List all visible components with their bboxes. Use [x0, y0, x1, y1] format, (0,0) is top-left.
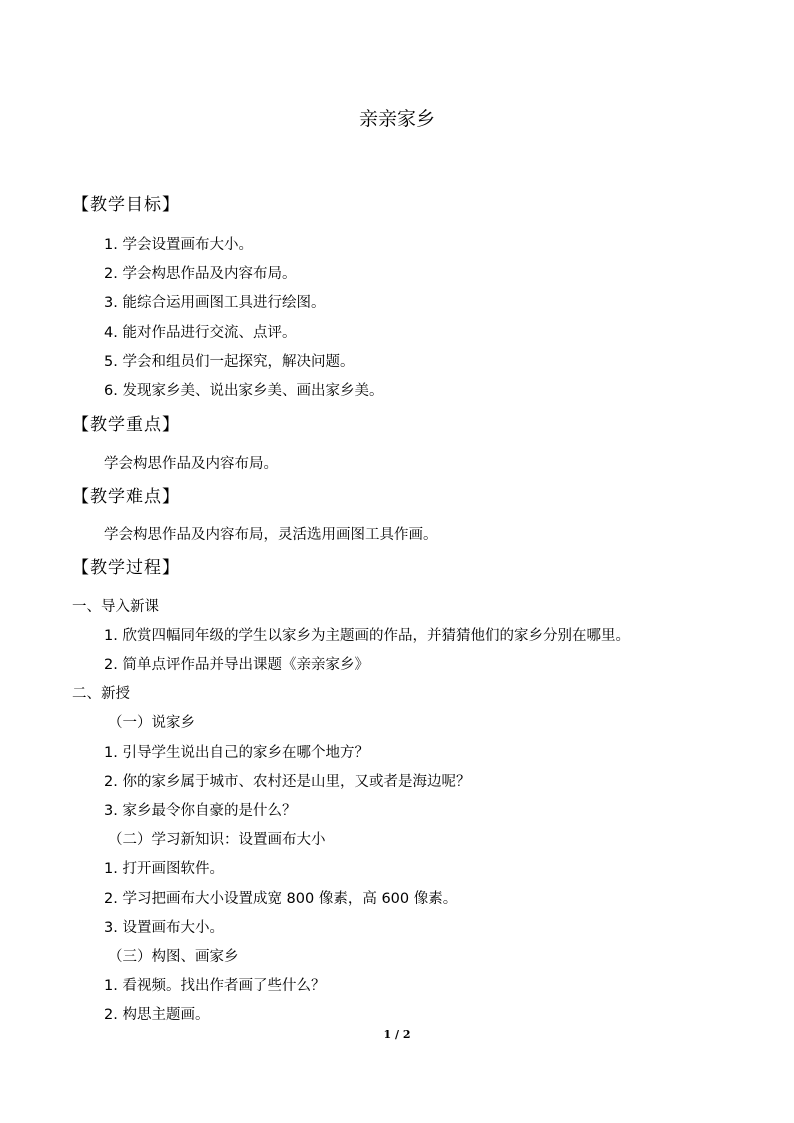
objective-item: 1. 学会设置画布大小。 — [104, 237, 253, 253]
objectives-heading: 【教学目标】 — [72, 195, 180, 215]
difficulties-heading: 【教学难点】 — [72, 487, 180, 507]
page-title: 亲亲家乡 — [358, 108, 435, 130]
difficulties-text: 学会构思作品及内容布局，灵活选用画图工具作画。 — [104, 527, 438, 543]
objective-item: 2. 学会构思作品及内容布局。 — [104, 266, 297, 282]
process-item: 3. 家乡最令你自豪的是什么？ — [104, 803, 297, 819]
process-part-title: 二、新授 — [72, 686, 130, 702]
page-number: 1 / 2 — [383, 1028, 411, 1041]
process-item: 1. 引导学生说出自己的家乡在哪个地方？ — [104, 745, 369, 761]
objective-item: 3. 能综合运用画图工具进行绘图。 — [104, 295, 326, 311]
process-heading: 【教学过程】 — [72, 558, 180, 578]
objective-item: 5. 学会和组员们一起探究，解决问题。 — [104, 354, 355, 370]
process-item: 1. 欣赏四幅同年级的学生以家乡为主题画的作品，并猜猜他们的家乡分别在哪里。 — [104, 628, 630, 644]
key-points-heading: 【教学重点】 — [72, 415, 180, 435]
process-subsection-title: （三）构图、画家乡 — [108, 949, 239, 965]
objective-item: 4. 能对作品进行交流、点评。 — [104, 325, 297, 341]
key-points-text: 学会构思作品及内容布局。 — [104, 456, 278, 472]
process-item: 3. 设置画布大小。 — [104, 920, 224, 936]
process-item: 1. 打开画图软件。 — [104, 861, 224, 877]
process-subsection-title: （二）学习新知识：设置画布大小 — [108, 832, 326, 848]
process-item: 2. 构思主题画。 — [104, 1007, 210, 1023]
process-item: 2. 简单点评作品并导出课题《亲亲家乡》 — [104, 657, 369, 673]
process-subsection-title: （一）说家乡 — [108, 715, 195, 731]
process-item: 2. 你的家乡属于城市、农村还是山里，又或者是海边呢？ — [104, 774, 471, 790]
process-item: 1. 看视频。找出作者画了些什么？ — [104, 978, 326, 994]
process-item: 2. 学习把画布大小设置成宽 800 像素，高 600 像素。 — [104, 891, 458, 907]
process-part-title: 一、导入新课 — [72, 599, 159, 615]
objective-item: 6. 发现家乡美、说出家乡美、画出家乡美。 — [104, 383, 384, 399]
